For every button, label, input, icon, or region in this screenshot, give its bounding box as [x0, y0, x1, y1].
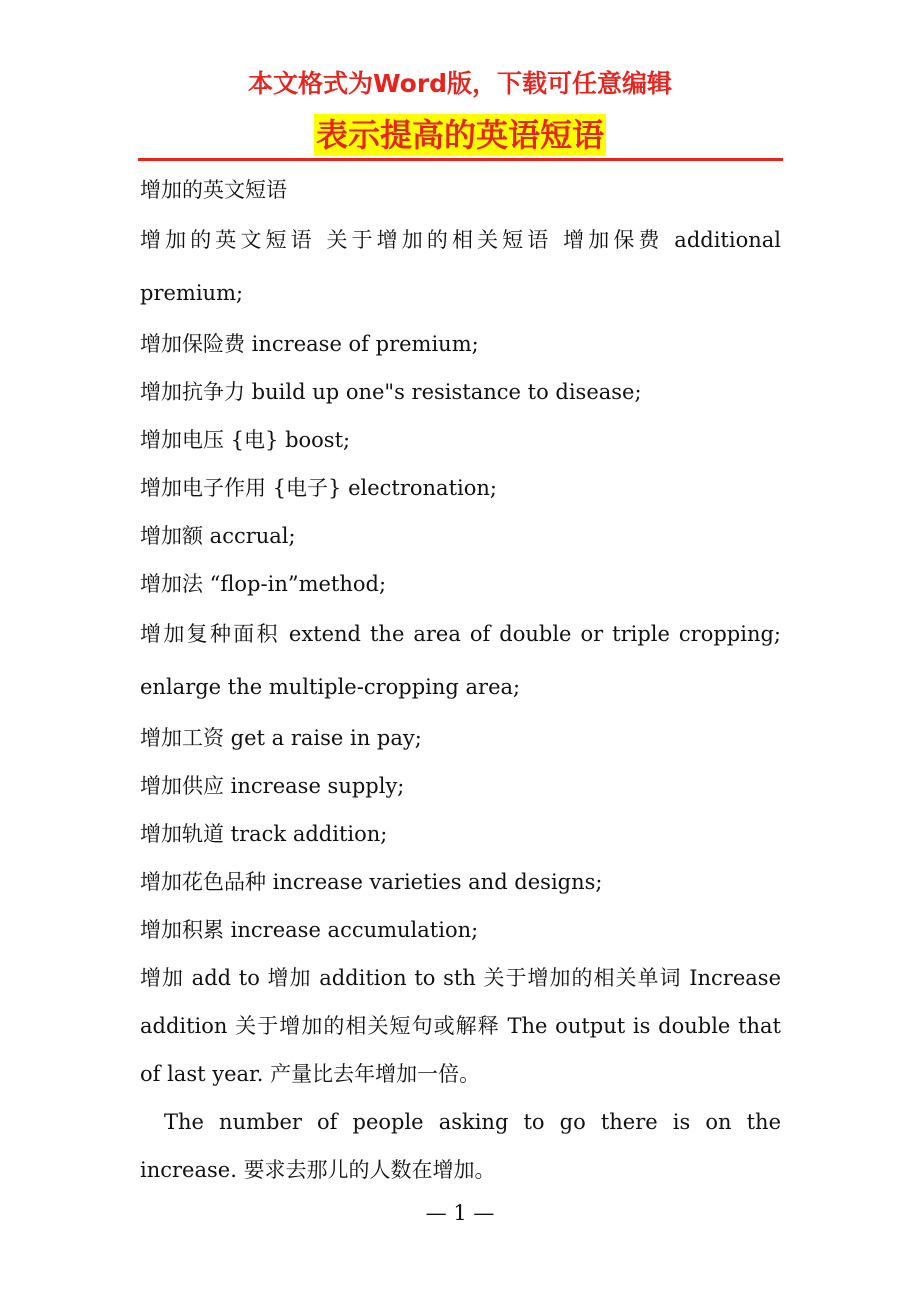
body-line: 增加保险费 increase of premium;	[140, 332, 479, 356]
body-line: 增加电压 {电} boost;	[140, 428, 351, 452]
document-body	[140, 166, 781, 1194]
body-line: The number of people asking to go there is on the increase. 要求去那儿的人数在增加。	[140, 1110, 781, 1182]
body-line: 增加的英文短语 关于增加的相关短语 增加保费 additional premium;	[140, 228, 781, 305]
page-number: — 1 —	[425, 1201, 495, 1225]
body-line: 增加轨道 track addition;	[140, 822, 388, 846]
document-banner: 本文格式为Word版，下载可任意编辑	[247, 69, 673, 98]
body-line: 增加额 accrual;	[140, 524, 296, 548]
title-divider	[138, 158, 783, 161]
body-line: 增加积累 increase accumulation;	[140, 918, 479, 942]
body-line: 增加电子作用 {电子} electronation;	[140, 476, 497, 500]
title-wrapper	[0, 114, 920, 156]
body-line: 增加抗争力 build up one"s resistance to disease;	[140, 380, 642, 404]
body-line: 增加 add to 增加 addition to sth 关于增加的相关单词 Increase addition 关于增加的相关短句或解释 The output is double that of last year. 产量比去年增加一倍。	[140, 966, 781, 1086]
body-line: 增加法 “flop-in”method;	[140, 572, 387, 596]
body-line: 增加供应 increase supply;	[140, 774, 405, 798]
body-line: 增加花色品种 increase varieties and designs;	[140, 870, 603, 894]
document-title: 表示提高的英语短语	[315, 116, 604, 154]
body-line: 增加的英文短语	[140, 178, 287, 202]
body-line: 增加工资 get a raise in pay;	[140, 726, 422, 750]
body-line: 增加复种面积 extend the area of double or triple cropping; enlarge the multiple-cropping area;	[140, 622, 781, 699]
